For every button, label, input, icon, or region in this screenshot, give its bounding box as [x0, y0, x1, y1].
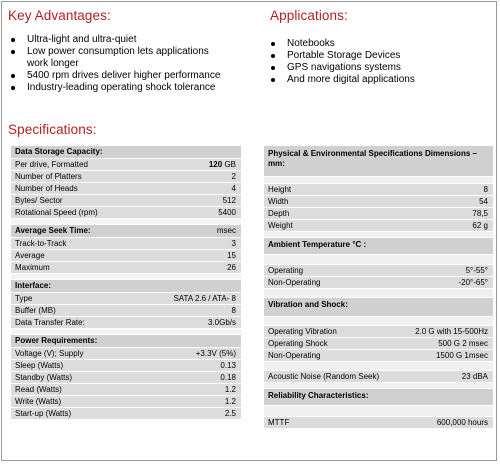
- list-item: 5400 rpm drives deliver higher performance: [10, 70, 240, 82]
- row-spacer: [264, 383, 493, 388]
- row-spacer: [11, 219, 241, 224]
- list-item: Portable Storage Devices: [270, 50, 490, 62]
- row-spacer: [264, 289, 493, 297]
- row-spacer: [264, 317, 493, 325]
- table-row: MTTF 600,000 hours: [264, 417, 493, 428]
- key-advantages-title: Key Advantages:: [8, 8, 111, 23]
- row-spacer: [264, 232, 493, 237]
- table-row: Type SATA 2.6 / ATA- 8: [11, 293, 241, 304]
- table-row: Height 8: [264, 184, 493, 195]
- table-row: Number of Platters 2: [11, 171, 241, 182]
- applications-title: Applications:: [270, 8, 348, 23]
- table-row: Rotational Speed (rpm) 5400: [11, 207, 241, 218]
- table-row: Start-up (Watts) 2.5: [11, 408, 241, 419]
- table-row: Maximum 26: [11, 262, 241, 273]
- spec-table-left: [11, 146, 241, 420]
- list-item: Industry-leading operating shock tolerance: [10, 82, 240, 94]
- table-row: Average 15: [11, 250, 241, 261]
- table-row: Depth 78,5: [264, 208, 493, 219]
- row-spacer: [264, 362, 493, 370]
- reliability-heading: Reliability Characteristics:: [264, 389, 493, 405]
- row-spacer: [264, 255, 493, 264]
- table-row: Bytes/ Sector 512: [11, 195, 241, 206]
- table-row: Width 54: [264, 196, 493, 207]
- applications-list: [270, 38, 490, 86]
- table-row: Operating 5°-55°: [264, 265, 493, 276]
- physical-heading: Physical & Environmental Specifications Dimensions –mm:: [264, 146, 493, 176]
- row-spacer: [11, 274, 241, 279]
- ambient-heading: Ambient Temperature °C :: [264, 238, 493, 254]
- key-advantages-list: [10, 34, 240, 94]
- table-row: Weight 62 g: [264, 220, 493, 231]
- table-row: Standby (Watts) 0.18: [11, 372, 241, 383]
- list-item: Ultra-light and ultra-quiet: [10, 34, 240, 46]
- table-row: Operating Vibration 2.0 G with 15-500Hz: [264, 326, 493, 337]
- data-storage-heading: Data Storage Capacity:: [11, 146, 241, 158]
- table-row: Per drive, Formatted 120 GB: [11, 159, 241, 170]
- spec-table-right: [264, 146, 493, 429]
- table-row: Number of Heads 4: [11, 183, 241, 194]
- vibration-heading: Vibration and Shock:: [264, 298, 493, 316]
- table-row: Data Transfer Rate: 3.0Gb/s: [11, 317, 241, 328]
- table-row: Read (Watts) 1.2: [11, 384, 241, 395]
- table-row: Acoustic Noise (Random Seek) 23 dBA: [264, 371, 493, 382]
- table-row: Sleep (Watts) 0.13: [11, 360, 241, 371]
- interface-heading: Interface:: [11, 280, 241, 292]
- list-item: GPS navigations systems: [270, 62, 490, 74]
- list-item: Notebooks: [270, 38, 490, 50]
- specifications-title: Specifications:: [8, 122, 97, 137]
- datasheet-page: [1, 1, 497, 461]
- list-item: And more digital applications: [270, 74, 490, 86]
- seek-time-heading: Average Seek Time: msec: [11, 225, 241, 237]
- list-item: Low power consumption lets applications work longer: [10, 46, 240, 70]
- row-spacer: [264, 177, 493, 183]
- table-row: Voltage (V); Supply +3.3V (5%): [11, 348, 241, 359]
- table-row: Non-Operating 1500 G 1msec: [264, 350, 493, 361]
- row-spacer: [11, 329, 241, 334]
- table-row: Track-to-Track 3: [11, 238, 241, 249]
- table-row: Non-Operating -20°-65°: [264, 277, 493, 288]
- table-row: Operating Shock 500 G 2 msec: [264, 338, 493, 349]
- row-spacer: [264, 406, 493, 416]
- table-row: Write (Watts) 1.2: [11, 396, 241, 407]
- power-heading: Power Requirements:: [11, 335, 241, 347]
- table-row: Buffer (MB) 8: [11, 305, 241, 316]
